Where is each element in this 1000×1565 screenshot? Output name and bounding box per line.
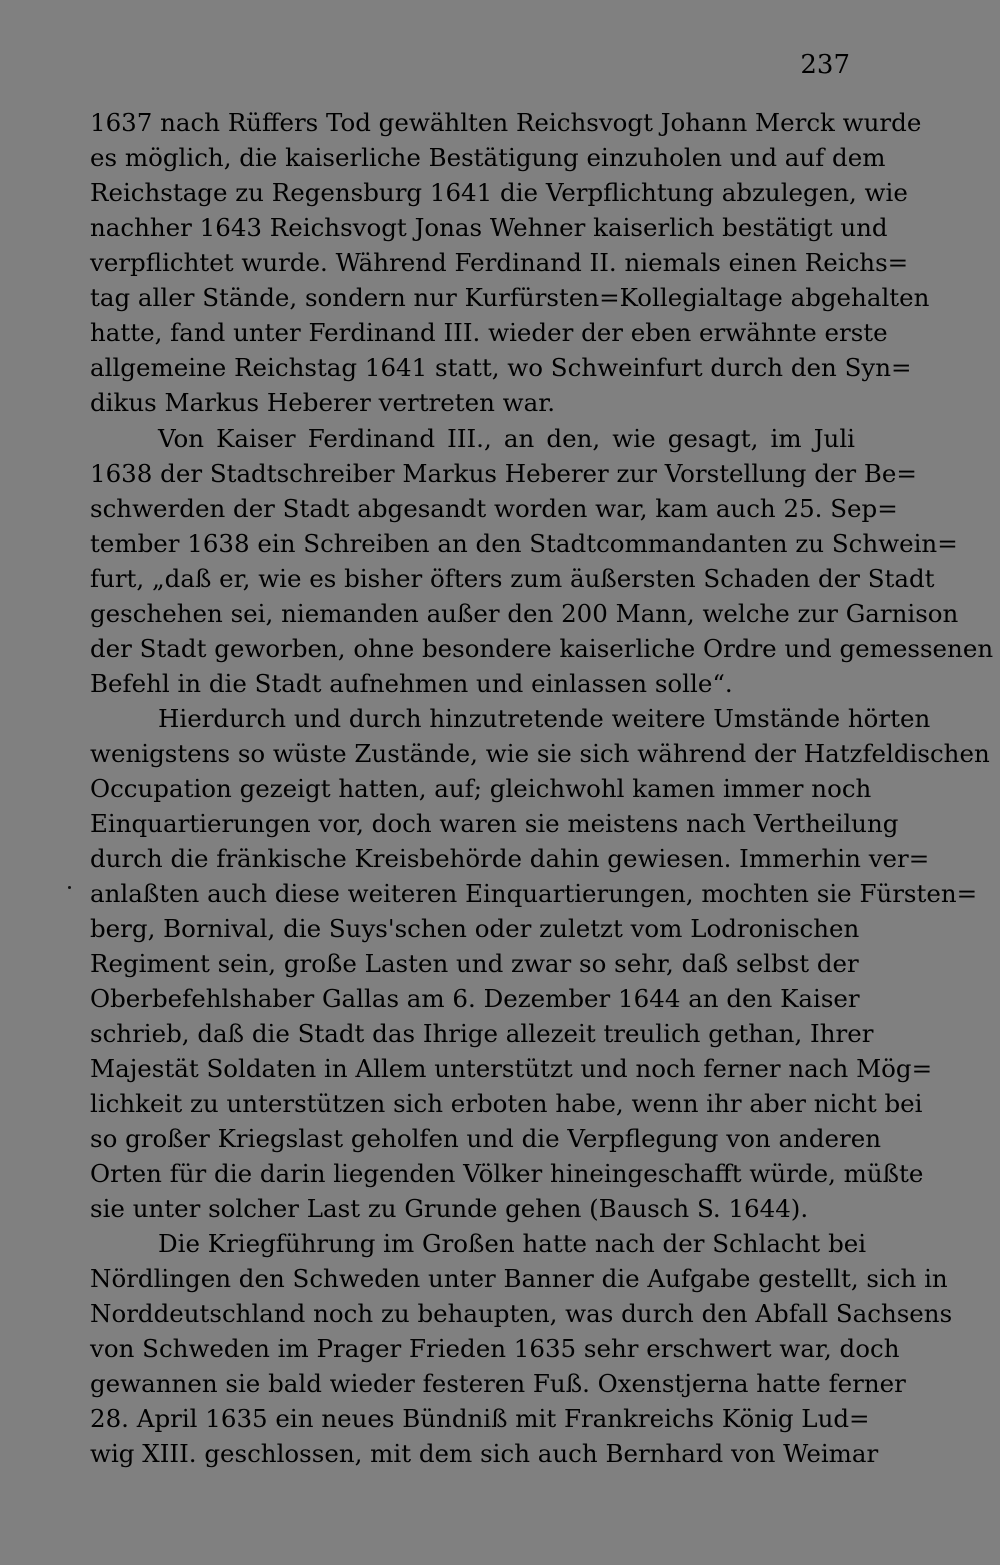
text-line: Orten für die darin liegenden Völker hineingeschafft würde, müßte bbox=[90, 1159, 924, 1188]
text-line: geschehen sei, niemanden außer den 200 Mann, welche zur Garnison bbox=[90, 599, 959, 628]
text-line: Hierdurch und durch hinzutretende weitere Umstände hörten bbox=[158, 704, 931, 733]
text-line: schrieb, daß die Stadt das Ihrige allezeit treulich gethan, Ihrer bbox=[90, 1019, 874, 1048]
text-line: allgemeine Reichstag 1641 statt, wo Schweinfurt durch den Syn= bbox=[90, 353, 912, 382]
text-line: Von Kaiser Ferdinand III., an den, wie gesagt, im Juli bbox=[158, 424, 855, 453]
text-line: anlaßten auch diese weiteren Einquartierungen, mochten sie Fürsten= bbox=[90, 879, 978, 908]
text-line: verpflichtet wurde. Während Ferdinand II. niemals einen Reichs= bbox=[90, 248, 909, 277]
text-line: wenigstens so wüste Zustände, wie sie sich während der Hatzfeldischen bbox=[90, 739, 990, 768]
text-line: 1637 nach Rüffers Tod gewählten Reichsvogt Johann Merck wurde bbox=[90, 108, 922, 137]
text-line: Regiment sein, große Lasten und zwar so sehr, daß selbst der bbox=[90, 949, 859, 978]
text-line: gewannen sie bald wieder festeren Fuß. Oxenstjerna hatte ferner bbox=[90, 1369, 906, 1398]
scan-speck bbox=[68, 886, 71, 889]
text-line: der Stadt geworben, ohne besondere kaiserliche Ordre und gemessenen bbox=[90, 634, 994, 663]
text-line: 28. April 1635 ein neues Bündniß mit Frankreichs König Lud= bbox=[90, 1404, 870, 1433]
text-line: von Schweden im Prager Frieden 1635 sehr erschwert war, doch bbox=[90, 1334, 900, 1363]
text-line: dikus Markus Heberer vertreten war. bbox=[90, 388, 556, 417]
text-line: hatte, fand unter Ferdinand III. wieder der eben erwähnte erste bbox=[90, 318, 888, 347]
text-line: durch die fränkische Kreisbehörde dahin gewiesen. Immerhin ver= bbox=[90, 844, 930, 873]
text-line: sie unter solcher Last zu Grunde gehen (Bausch S. 1644). bbox=[90, 1194, 809, 1223]
text-line: nachher 1643 Reichsvogt Jonas Wehner kaiserlich bestätigt und bbox=[90, 213, 888, 242]
text-line: 1638 der Stadtschreiber Markus Heberer zur Vorstellung der Be= bbox=[90, 459, 917, 488]
text-line: Occupation gezeigt hatten, auf; gleichwohl kamen immer noch bbox=[90, 774, 872, 803]
text-line: Einquartierungen vor, doch waren sie meistens nach Vertheilung bbox=[90, 809, 899, 838]
text-line: es möglich, die kaiserliche Bestätigung einzuholen und auf dem bbox=[90, 143, 886, 172]
text-line: berg, Bornival, die Suys'schen oder zuletzt vom Lodronischen bbox=[90, 914, 860, 943]
page-number: 237 bbox=[800, 50, 850, 80]
text-line: Nördlingen den Schweden unter Banner die Aufgabe gestellt, sich in bbox=[90, 1264, 948, 1293]
text-line: so großer Kriegslast geholfen und die Verpflegung von anderen bbox=[90, 1124, 881, 1153]
text-line: tag aller Stände, sondern nur Kurfürsten=Kollegialtage abgehalten bbox=[90, 283, 930, 312]
text-line: schwerden der Stadt abgesandt worden war, kam auch 25. Sep= bbox=[90, 494, 898, 523]
text-line: tember 1638 ein Schreiben an den Stadtcommandanten zu Schwein= bbox=[90, 529, 958, 558]
text-line: furt, „daß er, wie es bisher öfters zum äußersten Schaden der Stadt bbox=[90, 564, 935, 593]
text-line: Oberbefehlshaber Gallas am 6. Dezember 1644 an den Kaiser bbox=[90, 984, 860, 1013]
text-line: wig XIII. geschlossen, mit dem sich auch Bernhard von Weimar bbox=[90, 1439, 879, 1468]
text-line: Die Kriegführung im Großen hatte nach der Schlacht bei bbox=[158, 1229, 867, 1258]
text-line: Reichstage zu Regensburg 1641 die Verpflichtung abzulegen, wie bbox=[90, 178, 908, 207]
text-line: lichkeit zu unterstützen sich erboten habe, wenn ihr aber nicht bei bbox=[90, 1089, 923, 1118]
text-line: Norddeutschland noch zu behaupten, was durch den Abfall Sachsens bbox=[90, 1299, 953, 1328]
text-line: Befehl in die Stadt aufnehmen und einlassen solle“. bbox=[90, 669, 733, 698]
text-line: Majestät Soldaten in Allem unterstützt und noch ferner nach Mög= bbox=[90, 1054, 933, 1083]
